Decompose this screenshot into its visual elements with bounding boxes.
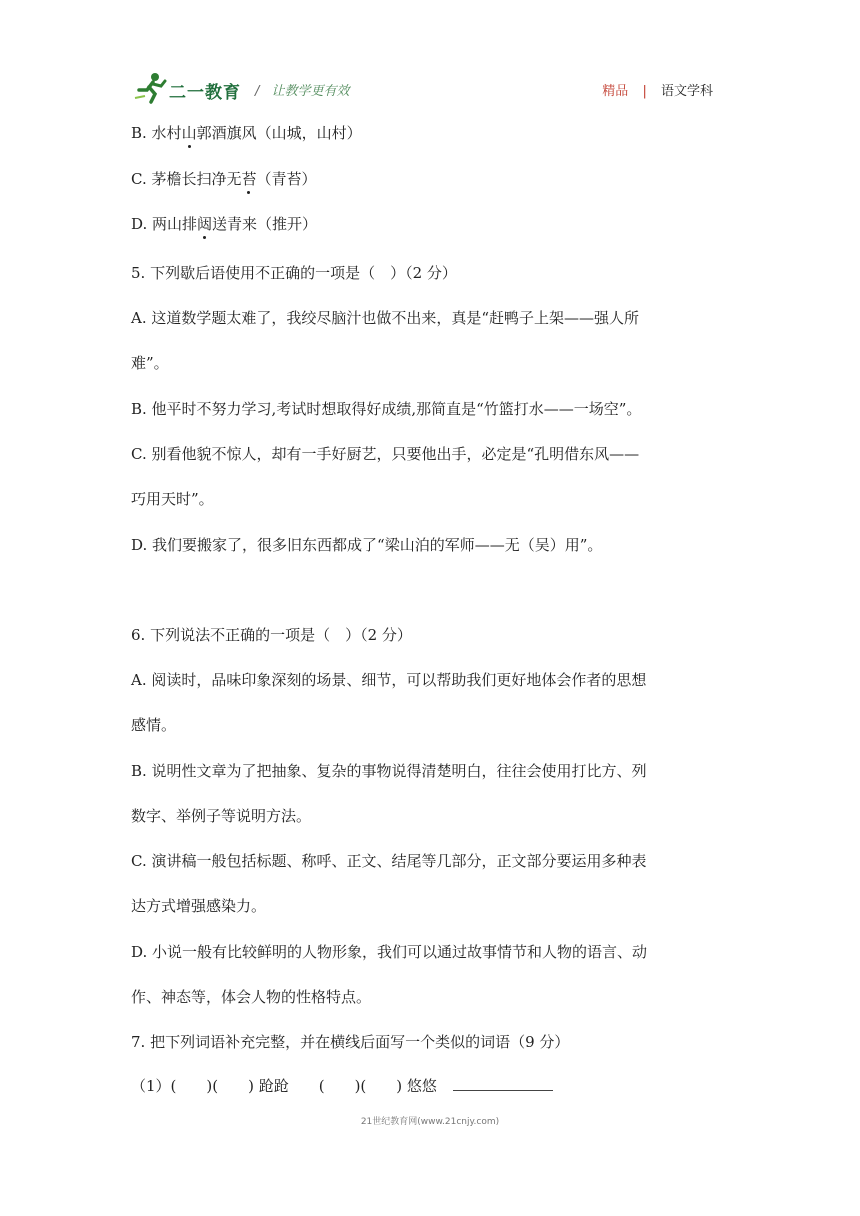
dotted-char: 闼 [197, 215, 213, 233]
answer-blank[interactable] [453, 1076, 553, 1091]
page-header [133, 68, 733, 108]
question-5: 5. 下列歇后语使用不正确的一项是（ ）（2 分） [131, 264, 457, 282]
subject-tag [602, 80, 713, 99]
slogan [255, 80, 350, 99]
q6-option-a-line2: 感情。 [131, 716, 177, 734]
q7-item-1-text: （1）( )( ) 跄跄 ( )( ) 悠悠 [131, 1077, 437, 1095]
question-7: 7. 把下列词语补充完整，并在横线后面写一个类似的词语（9 分） [131, 1033, 570, 1051]
runner-logo-icon [133, 72, 169, 104]
q7-item-1 [131, 1075, 553, 1096]
q5-option-c-line2: 巧用天时”。 [131, 490, 214, 508]
page-footer: 21世纪教育网(www.21cnjy.com) [360, 1117, 500, 1127]
q6-option-a-line1: A. 阅读时，品味印象深刻的场景、细节，可以帮助我们更好地体会作者的思想 [131, 671, 647, 689]
dotted-char: 苔 [241, 170, 257, 188]
slogan-text: 让教学更有效 [271, 84, 350, 99]
dotted-char: 山 [181, 124, 197, 142]
q6-option-c-line2: 达方式增强感染力。 [131, 897, 267, 915]
subject-label: 语文学科 [660, 84, 713, 99]
quality-label: 精品 [602, 84, 629, 99]
q6-option-d-line2: 作、神态等，体会人物的性格特点。 [131, 988, 372, 1006]
q6-option-d-line1: D. 小说一般有比较鲜明的人物形象，我们可以通过故事情节和人物的语言、动 [131, 943, 648, 961]
question-6: 6. 下列说法不正确的一项是（ ）（2 分） [131, 626, 412, 644]
option-c-line [131, 168, 317, 189]
q5-option-b: B. 他平时不努力学习,考试时想取得好成绩,那简直是“竹篮打水——一场空”。 [131, 400, 642, 418]
tag-divider: | [642, 84, 647, 99]
q5-option-a-line1: A. 这道数学题太难了，我绞尽脑汁也做不出来，真是“赶鸭子上架——强人所 [131, 309, 640, 327]
option-text: （青苔） [256, 170, 317, 188]
option-text: D. 两山排 [131, 215, 198, 233]
q6-option-b-line2: 数字、举例子等说明方法。 [131, 807, 312, 825]
q5-option-c-line1: C. 别看他貌不惊人，却有一手好厨艺，只要他出手，必定是“孔明借东风—— [131, 445, 640, 463]
q5-option-a-line2: 难”。 [131, 354, 169, 372]
option-text: 送青来（推开） [212, 215, 318, 233]
option-d-line [131, 213, 317, 234]
option-text: C. 茅檐长扫净无 [131, 170, 242, 188]
q6-option-b-line1: B. 说明性文章为了把抽象、复杂的事物说得清楚明白，往往会使用打比方、列 [131, 762, 647, 780]
option-text: 郭酒旗风（山城，山村） [196, 124, 362, 142]
option-b-line [131, 122, 362, 143]
logo [133, 72, 243, 104]
q6-option-c-line1: C. 演讲稿一般包括标题、称呼、正文、结尾等几部分，正文部分要运用多种表 [131, 852, 647, 870]
slogan-separator: / [255, 84, 260, 99]
option-text: B. 水村 [131, 124, 182, 142]
q5-option-d: D. 我们要搬家了，很多旧东西都成了“梁山泊的军师——无（吴）用”。 [131, 536, 603, 554]
logo-text: 二一教育 [169, 83, 241, 103]
